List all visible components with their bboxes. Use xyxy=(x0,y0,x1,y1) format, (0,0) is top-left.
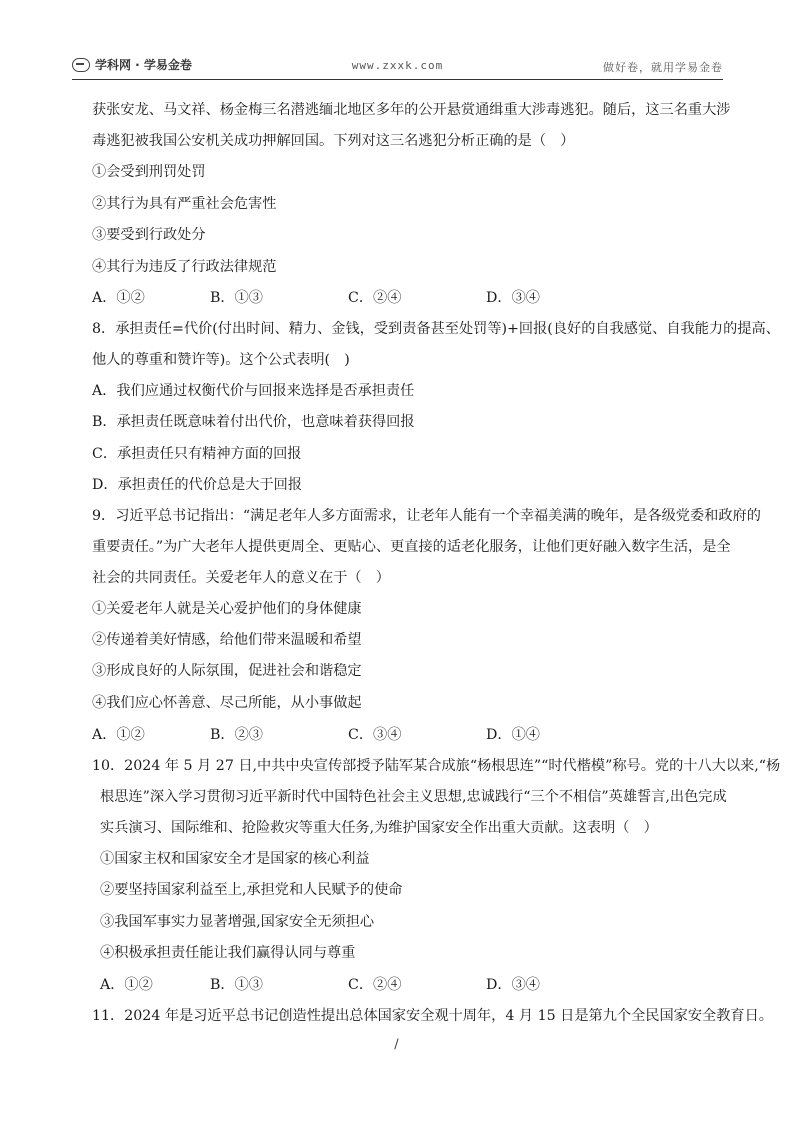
page-number: / xyxy=(394,1037,399,1052)
page-header xyxy=(72,56,723,78)
option-d[interactable]: D．③④ xyxy=(486,290,540,306)
q9-statement: ②传递着美好情感，给他们带来温暖和希望 xyxy=(92,632,362,648)
option-d[interactable]: D．③④ xyxy=(486,977,540,993)
q10-stem-line: 根思连”深入学习贯彻习近平新时代中国特色社会主义思想,忠诚践行“三个不相信”英雄誓言,出色完成 xyxy=(100,789,727,805)
option-b[interactable]: B．②③ xyxy=(210,727,263,743)
q7-statement: ②其行为具有严重社会危害性 xyxy=(92,196,277,212)
option-d[interactable]: D．①④ xyxy=(486,727,540,743)
q10-statement: ②要坚持国家利益至上,承担党和人民赋予的使命 xyxy=(100,882,403,898)
q7-statement: ④其行为违反了行政法律规范 xyxy=(92,259,277,275)
q8-choice-a[interactable]: A．我们应通过权衡代价与回报来选择是否承担责任 xyxy=(92,383,415,399)
q7-statement: ③要受到行政处分 xyxy=(92,227,206,243)
q9-statement: ①关爱老年人就是关心爱护他们的身体健康 xyxy=(92,601,362,617)
option-a[interactable]: A．①② xyxy=(100,977,153,993)
option-a[interactable]: A．①② xyxy=(92,727,145,743)
option-c[interactable]: C．③④ xyxy=(348,727,402,743)
site-url: www.zxxk.com xyxy=(351,59,444,72)
option-c[interactable]: C．②④ xyxy=(348,977,402,993)
q10-statement: ①国家主权和国家安全才是国家的核心利益 xyxy=(100,851,370,867)
q8-choice-c[interactable]: C．承担责任只有精神方面的回报 xyxy=(92,446,302,462)
q10-stem-line: 10．2024 年 5 月 27 日,中共中央宣传部授予陆军某合成旅“杨根思连”“时代楷模”称号。党的十八大以来,“杨 xyxy=(92,758,781,774)
q9-statement: ③形成良好的人际氛围，促进社会和谐稳定 xyxy=(92,663,362,679)
q9-stem-line: 社会的共同责任。关爱老年人的意义在于（ ） xyxy=(92,570,390,586)
q8-choice-d[interactable]: D．承担责任的代价总是大于回报 xyxy=(92,477,303,493)
logo-text: 学科网 · 学易金卷 xyxy=(95,58,192,72)
option-b[interactable]: B．①③ xyxy=(210,290,263,306)
header-divider xyxy=(72,79,723,80)
q8-stem-line: 他人的尊重和赞许等)。这个公式表明( ) xyxy=(92,352,350,368)
q9-stem-line: 9．习近平总书记指出：“满足老年人多方面需求，让老年人能有一个幸福美满的晚年，是各级党委和政府的 xyxy=(92,508,761,524)
header-slogan: 做好卷，就用学易金卷 xyxy=(603,61,723,74)
q7-statement: ①会受到刑罚处罚 xyxy=(92,164,206,180)
q9-stem-line: 重要责任。”为广大老年人提供更周全、更贴心、更直接的适老化服务，让他们更好融入数字生活，是全 xyxy=(92,539,731,555)
q10-statement: ④积极承担责任能让我们赢得认同与尊重 xyxy=(100,945,356,961)
q7-stem-line: 毒逃犯被我国公安机关成功押解回国。下列对这三名逃犯分析正确的是（ ） xyxy=(92,133,575,149)
q9-statement: ④我们应心怀善意、尽己所能，从小事做起 xyxy=(92,695,362,711)
option-c[interactable]: C．②④ xyxy=(348,290,402,306)
q8-stem-line: 8．承担责任=代价(付出时间、精力、金钱，受到责备甚至处罚等)+回报(良好的自我感觉、自我能力的提高、 xyxy=(92,321,780,337)
q7-stem-line: 获张安龙、马文祥、杨金梅三名潜逃缅北地区多年的公开悬赏通缉重大涉毒逃犯。随后，这三名重大涉 xyxy=(92,102,731,118)
q10-stem-line: 实兵演习、国际维和、抢险救灾等重大任务,为维护国家安全作出重大贡献。这表明（ ） xyxy=(100,820,658,836)
option-b[interactable]: B．①③ xyxy=(210,977,263,993)
q11-stem-line: 11．2024 年是习近平总书记创造性提出总体国家安全观十周年，4 月 15 日是第九个全民国家安全教育日。 xyxy=(92,1008,773,1024)
q10-statement: ③我国军事实力显著增强,国家安全无须担心 xyxy=(100,914,375,930)
option-a[interactable]: A．①② xyxy=(92,290,145,306)
q8-choice-b[interactable]: B．承担责任既意味着付出代价，也意味着获得回报 xyxy=(92,414,415,430)
